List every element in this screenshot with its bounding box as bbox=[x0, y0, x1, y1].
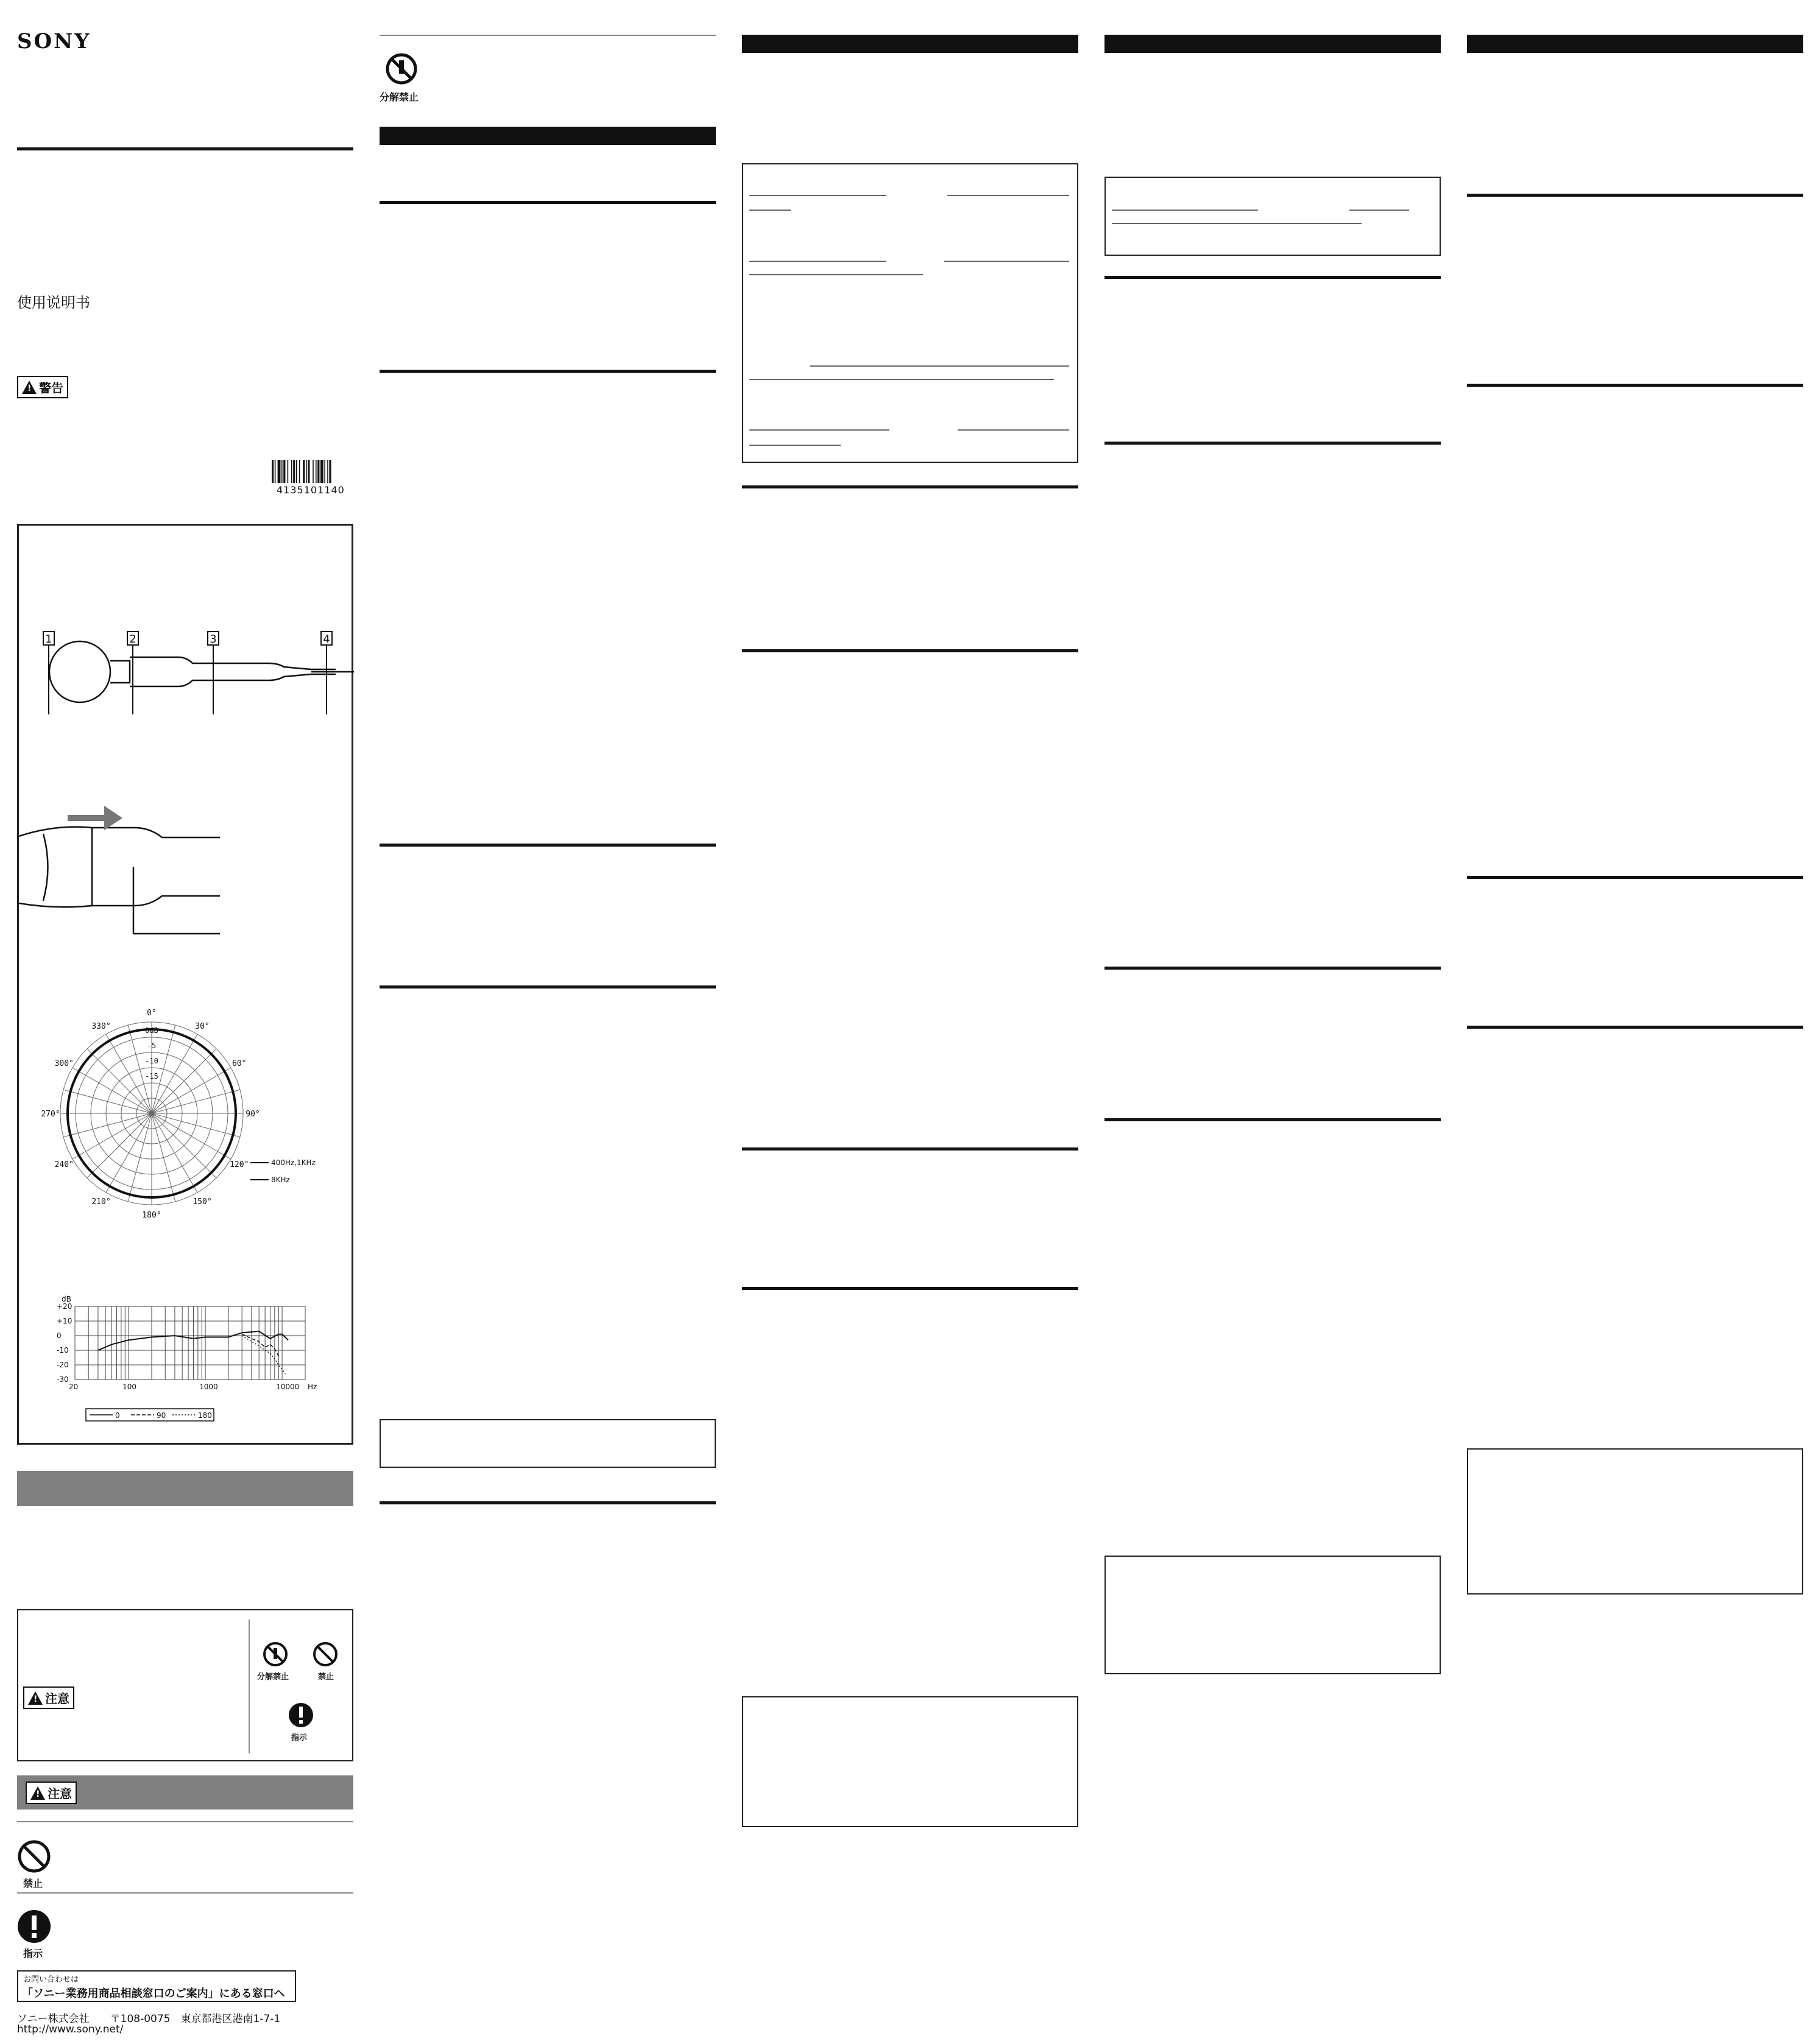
top-rule bbox=[380, 35, 716, 36]
callout-4: 4 bbox=[323, 633, 330, 646]
section-bar bbox=[380, 127, 716, 145]
no-disassembly-large-icon bbox=[384, 52, 419, 86]
warning-label: ! 警告 bbox=[17, 376, 68, 398]
prohibit-caption: 禁止 bbox=[318, 1672, 334, 1682]
column-3 bbox=[742, 0, 1078, 2044]
freq-x-unit: Hz bbox=[308, 1383, 317, 1391]
section-header-grey bbox=[17, 1471, 353, 1506]
freq-x-tick: 10000 bbox=[276, 1383, 300, 1391]
heading-rule bbox=[742, 1147, 1078, 1151]
no-disassembly-icon bbox=[262, 1641, 289, 1668]
polar-angle-label: 150° bbox=[193, 1197, 212, 1207]
polar-angle-label: 0° bbox=[147, 1009, 157, 1018]
barcode-icon bbox=[272, 460, 353, 483]
heading-rule bbox=[1467, 194, 1803, 197]
heading-rule bbox=[1104, 967, 1441, 970]
polar-angle-label: 210° bbox=[91, 1197, 111, 1207]
freq-x-tick: 20 bbox=[69, 1383, 79, 1391]
polar-db-label: 0dB bbox=[145, 1026, 158, 1035]
polar-legend-label: 8KHz bbox=[271, 1175, 290, 1184]
polar-pattern-chart bbox=[31, 1009, 348, 1220]
callout-1: 1 bbox=[45, 633, 52, 646]
sony-logo: SONY bbox=[17, 29, 91, 54]
freq-y-tick: -30 bbox=[57, 1375, 69, 1384]
freq-x-tick: 100 bbox=[122, 1383, 136, 1391]
freq-y-tick: -10 bbox=[57, 1346, 69, 1355]
polar-angle-label: 270° bbox=[41, 1110, 60, 1119]
heading-rule bbox=[1467, 1026, 1803, 1029]
divider-2 bbox=[17, 1892, 353, 1894]
freq-legend-label: 0 bbox=[115, 1411, 120, 1420]
freq-legend-label: 180 bbox=[198, 1411, 212, 1420]
freq-x-tick: 1000 bbox=[199, 1383, 218, 1391]
no-disassembly-large-caption: 分解禁止 bbox=[380, 91, 419, 103]
heading-rule bbox=[742, 649, 1078, 652]
microphone-drawing bbox=[25, 623, 354, 739]
polar-angle-label: 180° bbox=[142, 1211, 161, 1220]
section-bar bbox=[742, 35, 1078, 53]
callout-2: 2 bbox=[129, 633, 136, 646]
polar-angle-label: 120° bbox=[230, 1160, 249, 1169]
note-box bbox=[742, 1696, 1078, 1827]
instruction-large-caption: 指示 bbox=[23, 1948, 43, 1959]
caution-header-bar bbox=[17, 1775, 353, 1810]
instruction-caption: 指示 bbox=[291, 1733, 308, 1743]
heading-rule bbox=[1104, 1118, 1441, 1121]
caution-triangle-icon-2 bbox=[30, 1786, 45, 1800]
callout-3: 3 bbox=[210, 633, 217, 646]
polar-angle-label: 90° bbox=[246, 1110, 260, 1119]
company-url: http://www.sony.net/ bbox=[17, 2023, 124, 2035]
freq-legend-label: 90 bbox=[157, 1411, 166, 1420]
heading-rule bbox=[1467, 876, 1803, 879]
column-2 bbox=[380, 0, 716, 2044]
heading-rule bbox=[380, 370, 716, 373]
caution-triangle-icon bbox=[28, 1691, 43, 1705]
polar-angle-label: 240° bbox=[54, 1160, 74, 1169]
polar-angle-label: 300° bbox=[54, 1059, 74, 1068]
polar-db-label: -5 bbox=[147, 1041, 157, 1050]
instruction-icon bbox=[288, 1702, 314, 1729]
freq-y-tick: +10 bbox=[57, 1317, 72, 1325]
mic-side-view bbox=[19, 781, 352, 903]
freq-y-unit: dB bbox=[62, 1295, 71, 1303]
polar-angle-label: 60° bbox=[232, 1059, 247, 1068]
company-address: ソニー株式会社 〒108-0075 東京都港区港南1-7-1 bbox=[17, 2013, 281, 2025]
safety-symbols-box bbox=[17, 1609, 353, 1761]
figure-panel bbox=[17, 524, 353, 1445]
spec-table-box bbox=[742, 163, 1078, 463]
warning-triangle-icon bbox=[22, 381, 37, 394]
polar-db-label: -15 bbox=[145, 1072, 158, 1080]
prohibit-large-icon bbox=[17, 1839, 51, 1873]
section-bar bbox=[1104, 35, 1441, 53]
no-disassembly-caption: 分解禁止 bbox=[257, 1672, 289, 1682]
freq-y-tick: +20 bbox=[57, 1302, 72, 1311]
divider bbox=[17, 1821, 353, 1822]
heading-rule bbox=[380, 1501, 716, 1504]
freq-y-tick: -20 bbox=[57, 1361, 69, 1369]
heading-rule bbox=[742, 485, 1078, 488]
title-rule bbox=[17, 147, 353, 150]
instruction-large-icon bbox=[17, 1909, 51, 1944]
note-box bbox=[380, 1419, 716, 1468]
caution-label: ! 注意 bbox=[23, 1686, 74, 1709]
contact-box bbox=[17, 1970, 296, 2002]
heading-rule bbox=[380, 201, 716, 204]
section-bar bbox=[1467, 35, 1803, 53]
frequency-response-chart bbox=[49, 1293, 342, 1427]
inquiry-small: お問い合わせは bbox=[23, 1975, 79, 1984]
heading-rule bbox=[1104, 442, 1441, 445]
column-5 bbox=[1467, 0, 1803, 2044]
barcode-number: 4135101140 bbox=[277, 484, 345, 496]
polar-db-label: -10 bbox=[145, 1057, 158, 1065]
note-box bbox=[1104, 1556, 1441, 1674]
note-box bbox=[1467, 1448, 1803, 1595]
prohibit-icon bbox=[312, 1641, 339, 1668]
polar-legend-label: 400Hz,1KHz bbox=[271, 1158, 316, 1167]
heading-rule bbox=[380, 985, 716, 989]
heading-rule bbox=[380, 844, 716, 847]
polar-angle-label: 330° bbox=[91, 1022, 111, 1032]
manual-title-zh: 使用说明书 bbox=[17, 294, 90, 311]
prohibit-large-caption: 禁止 bbox=[23, 1878, 43, 1889]
heading-rule bbox=[1467, 384, 1803, 387]
heading-rule bbox=[1104, 276, 1441, 279]
polar-angle-label: 30° bbox=[195, 1022, 210, 1032]
caution-label-2: ! 注意 bbox=[26, 1781, 77, 1804]
inquiry-main: 「ソニー業務用商品相談窓口のご案内」にある窓口へ bbox=[22, 1987, 285, 2000]
freq-y-tick: 0 bbox=[57, 1331, 62, 1340]
heading-rule bbox=[742, 1287, 1078, 1290]
column-1 bbox=[17, 0, 353, 2044]
column-4 bbox=[1104, 0, 1441, 2044]
spec-table-box bbox=[1104, 177, 1441, 256]
